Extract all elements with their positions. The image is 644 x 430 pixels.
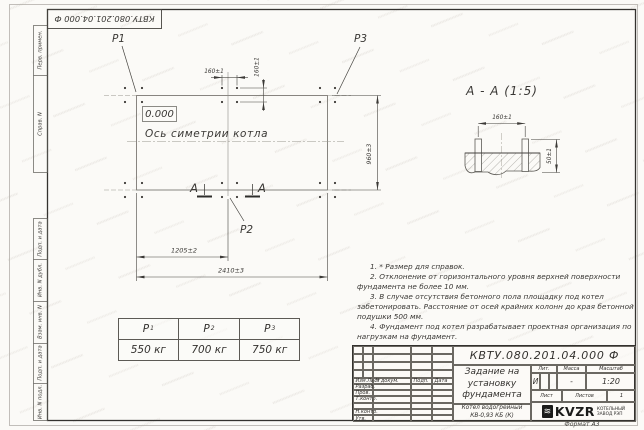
load-p2-value: 700 кг (178, 339, 239, 361)
sig-prov: Пров. (353, 390, 373, 396)
note-2: 2. Отклонение от горизонтального уровня верхней поверхности фундамента не более 10 мм. (357, 272, 621, 291)
load-point-p2-label: P2 (240, 224, 254, 236)
load-p3-value: 750 кг (239, 339, 300, 361)
zero-level-mark (143, 107, 177, 122)
load-point-p3-label: P3 (354, 33, 368, 45)
dim-bolt-spacing-y-text: 160±1 (254, 57, 261, 77)
load-table-header-row (118, 318, 300, 340)
title-block-designation: КВТУ.080.201.04.000 Ф (453, 346, 636, 365)
dim-bolt-spacing-x-text: 160±1 (204, 69, 224, 75)
scale-value: 1:20 (586, 373, 636, 390)
title-block (352, 345, 635, 421)
dim-plan-half-text: 1205±2 (170, 246, 198, 255)
kvzr-brand: KVZR (554, 404, 595, 420)
load-table-header-p1 (118, 318, 179, 340)
hdr-data: Дата (432, 378, 453, 384)
p3-base: P (264, 322, 271, 335)
revision-table (353, 346, 453, 378)
hdr-izm-list: Изм.Лист (353, 378, 373, 384)
lit-value: И (531, 373, 540, 390)
sig-nkontr: Н.контр. (353, 409, 373, 415)
document-title-line3: фундамента (462, 390, 522, 400)
anchor-bolt-left (475, 139, 482, 172)
hdr-podp: Подп. (411, 378, 432, 384)
section-letter-left: А (190, 181, 198, 195)
format-label: Формат А3 (564, 421, 600, 428)
company-cell (531, 402, 636, 423)
mass-value: - (557, 373, 586, 390)
sheets-label: Листов (562, 390, 607, 402)
product-name-line2: КВ-0,93 КБ (К) (470, 412, 514, 419)
section-letter-right: А (258, 181, 266, 195)
document-title-line1: Задание на (464, 367, 520, 377)
load-table-header-p3 (239, 318, 300, 340)
stamp-podp-data-1: Подп. и дата (37, 221, 44, 257)
load-table-value-row (118, 340, 300, 362)
notes-block (357, 262, 634, 342)
dim-section-height-text: 50±1 (547, 148, 553, 164)
section-view-title: А - А (1:5) (466, 84, 538, 98)
stamp-perv-primen: Перв. примен. (37, 30, 44, 70)
lit-label: Лит. (531, 365, 557, 373)
document-title (453, 365, 531, 404)
zero-level-text: 0.000 (145, 109, 174, 120)
note-1: 1. * Размер для справок. (370, 262, 465, 271)
load-table-header-p2 (178, 318, 239, 340)
p1-base: P (142, 322, 150, 335)
scale-label: Масштаб (586, 365, 636, 373)
anchor-bolt-right (522, 139, 529, 172)
stamp-inv-dubl: Инв. N дубл. (37, 263, 44, 297)
load-point-p1-label: P1 (112, 33, 126, 45)
kvzr-logo-icon: ≋ (543, 406, 552, 417)
mass-label: Масса (557, 365, 586, 373)
lit-cell-2 (540, 373, 549, 390)
sheet-label: Лист (531, 390, 562, 402)
p1-sub: 1 (150, 325, 154, 333)
dim-section-bolts-text: 160±1 (492, 115, 512, 121)
stamp-podp-data-2: Подп. и дата (37, 345, 44, 381)
sheets-value: 1 (607, 390, 636, 402)
sig-utv: Утв. (353, 415, 373, 421)
boiler-axis-caption: Ось симетрии котла (145, 128, 269, 140)
product-name (453, 404, 531, 423)
note-3: 3. В случае отсутствия бетонного пола площадку под котел забетонировать. Расстояние от осей крайних колонн до края бетонной подушки 500 мм. (357, 292, 634, 321)
p3-sub: 3 (271, 325, 276, 333)
p2-base: P (203, 322, 210, 335)
sig-tkontr: Т.контр. (353, 396, 373, 402)
stamp-vzam-inv: Взам. инв. N (37, 305, 44, 339)
dim-plan-full-text: 2410±3 (217, 266, 245, 275)
stamp-inv-podl: Инв. N подл. (37, 384, 44, 420)
kvzr-caption-line2: ЗАВОД РЭП (596, 411, 623, 417)
stamp-sprav-n: Справ. N (37, 112, 44, 136)
hdr-n-dokum: N докум. (373, 378, 411, 384)
document-title-line2: установку (467, 378, 517, 389)
signature-rows (353, 384, 453, 422)
kvzr-caption (597, 407, 625, 417)
sig-razrab: Разраб. (353, 384, 373, 390)
flipped-designation-text: КВТУ.080.201.04.000 Ф (54, 14, 155, 24)
product-name-line1: Котел водогрейный (461, 405, 523, 412)
p2-sub: 2 (210, 325, 215, 333)
kvzr-caption-line1: КОТЕЛЬНЫЙ (596, 406, 626, 412)
lit-cell-3 (549, 373, 557, 390)
note-4: 4. Фундамент под котел разрабатывает проектная организация по нагрузкам на фундамент. (357, 322, 632, 341)
dim-plan-width-text: 960±3 (366, 143, 373, 165)
load-table (118, 318, 300, 361)
load-p1-value: 550 кг (118, 339, 179, 361)
